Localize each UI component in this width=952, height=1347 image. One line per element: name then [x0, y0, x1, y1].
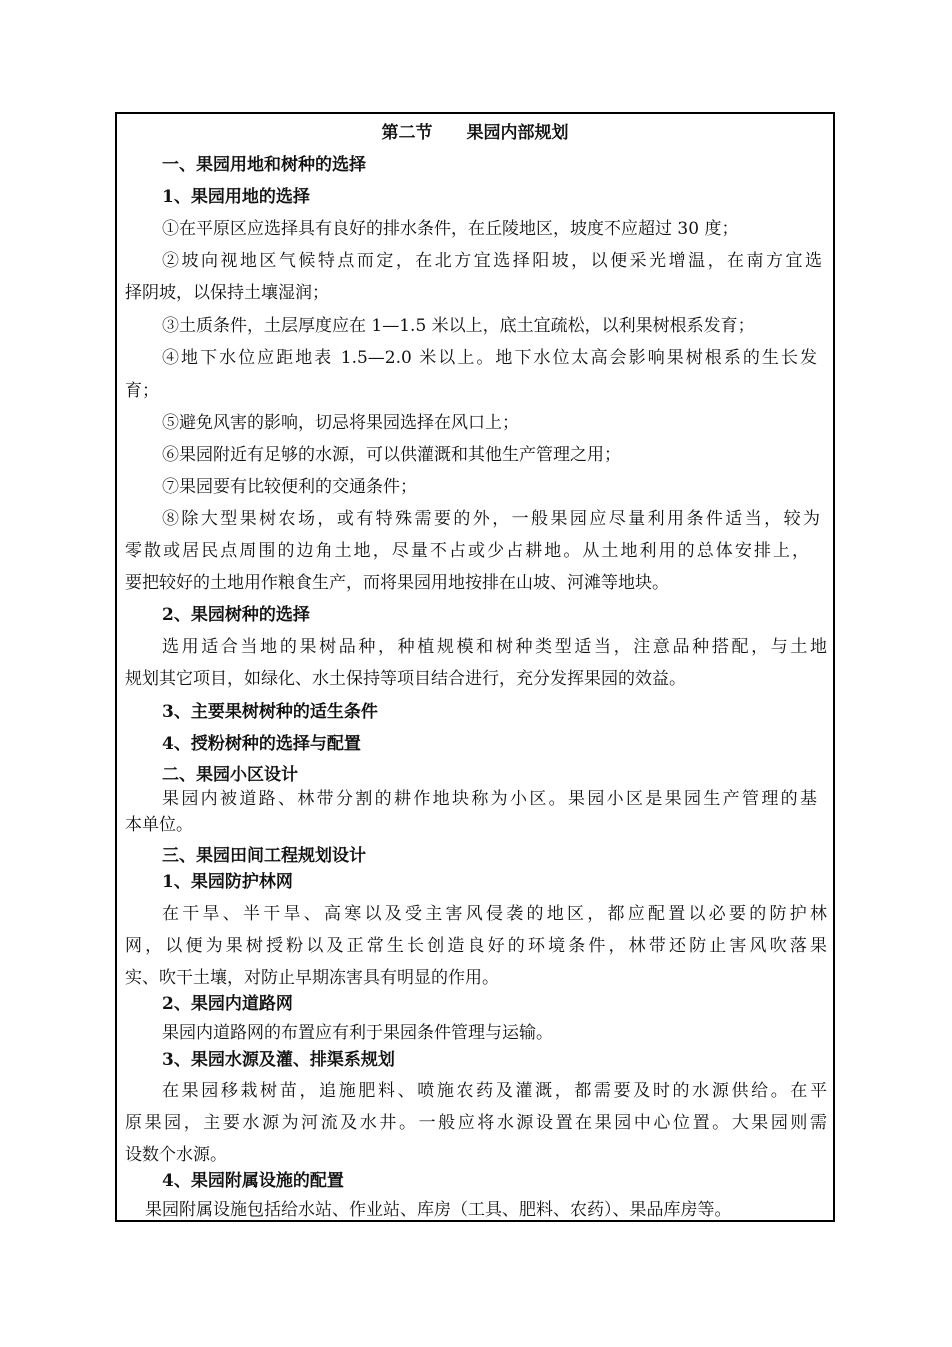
text-line: ③土质条件，土层厚度应在 1—1.5 米以上，底土宜疏松，以利果树根系发育； — [162, 316, 755, 336]
text-line: 设数个水源。 — [125, 1145, 227, 1165]
text-line: 果园内道路网的布置应有利于果园条件管理与运输。 — [162, 1023, 553, 1043]
text-line: 实、吹干土壤，对防止早期冻害具有明显的作用。 — [125, 968, 499, 988]
subheading: 4、果园附属设施的配置 — [162, 1171, 344, 1191]
heading-1: 一、果园用地和树种的选择 — [162, 155, 366, 175]
text-line: 育； — [125, 381, 159, 401]
text-line: 网，以便为果树授粉以及正常生长创造良好的环境条件，林带还防止害风吹落果 — [125, 936, 827, 956]
text-line: ⑧除大型果树农场，或有特殊需要的外，一般果园应尽量利用条件适当，较为 — [162, 509, 820, 529]
subheading: 1、果园用地的选择 — [162, 187, 310, 207]
text-line: ⑥果园附近有足够的水源，可以供灌溉和其他生产管理之用； — [162, 445, 621, 465]
text-line: 在干旱、半干旱、高寒以及受主害风侵袭的地区，都应配置以必要的防护林 — [162, 904, 827, 924]
text-line: 择阴坡，以保持土壤湿润； — [125, 283, 329, 303]
heading-2: 二、果园小区设计 — [162, 765, 298, 785]
text-line: 本单位。 — [125, 815, 193, 835]
subheading: 4、授粉树种的选择与配置 — [162, 734, 361, 754]
text-line: ④地下水位应距地表 1.5—2.0 米以上。地下水位太高会影响果树根系的生长发 — [162, 348, 817, 368]
subheading: 3、主要果树树种的适生条件 — [162, 702, 378, 722]
text-line: ①在平原区应选择具有良好的排水条件，在丘陵地区，坡度不应超过 30 度； — [162, 219, 739, 239]
text-line: 零散或居民点周围的边角土地，尽量不占或少占耕地。从土地利用的总体安排上， — [125, 541, 809, 561]
subheading: 1、果园防护林网 — [162, 872, 293, 892]
text-line: 原果园，主要水源为河流及水井。一般应将水源设置在果园中心位置。大果园则需 — [125, 1113, 827, 1133]
text-line: ⑤避免风害的影响，切忌将果园选择在风口上； — [162, 413, 519, 433]
text-line: ⑦果园要有比较便利的交通条件； — [162, 477, 417, 497]
subheading: 2、果园内道路网 — [162, 994, 293, 1014]
subheading: 2、果园树种的选择 — [162, 605, 310, 625]
heading-3: 三、果园田间工程规划设计 — [162, 846, 366, 866]
text-line: 规划其它项目，如绿化、水土保持等项目结合进行，充分发挥果园的效益。 — [125, 669, 686, 689]
section-title: 第二节 果园内部规划 — [381, 123, 569, 143]
text-line: 果园内被道路、林带分割的耕作地块称为小区。果园小区是果园生产管理的基 — [162, 789, 817, 809]
subheading: 3、果园水源及灌、排渠系规划 — [162, 1050, 395, 1070]
text-line: ②坡向视地区气候特点而定，在北方宜选择阳坡，以便采光增温，在南方宜选 — [162, 251, 822, 271]
text-line: 要把较好的土地用作粮食生产，而将果园用地按排在山坡、河滩等地块。 — [125, 573, 669, 593]
content-box — [115, 112, 835, 1222]
text-line: 在果园移栽树苗，追施肥料、喷施农药及灌溉，都需要及时的水源供给。在平 — [162, 1081, 827, 1101]
text-line: 选用适合当地的果树品种，种植规模和树种类型适当，注意品种搭配，与土地 — [162, 637, 827, 657]
text-line: 果园附属设施包括给水站、作业站、库房（工具、肥料、农药）、果品库房等。 — [145, 1200, 732, 1220]
